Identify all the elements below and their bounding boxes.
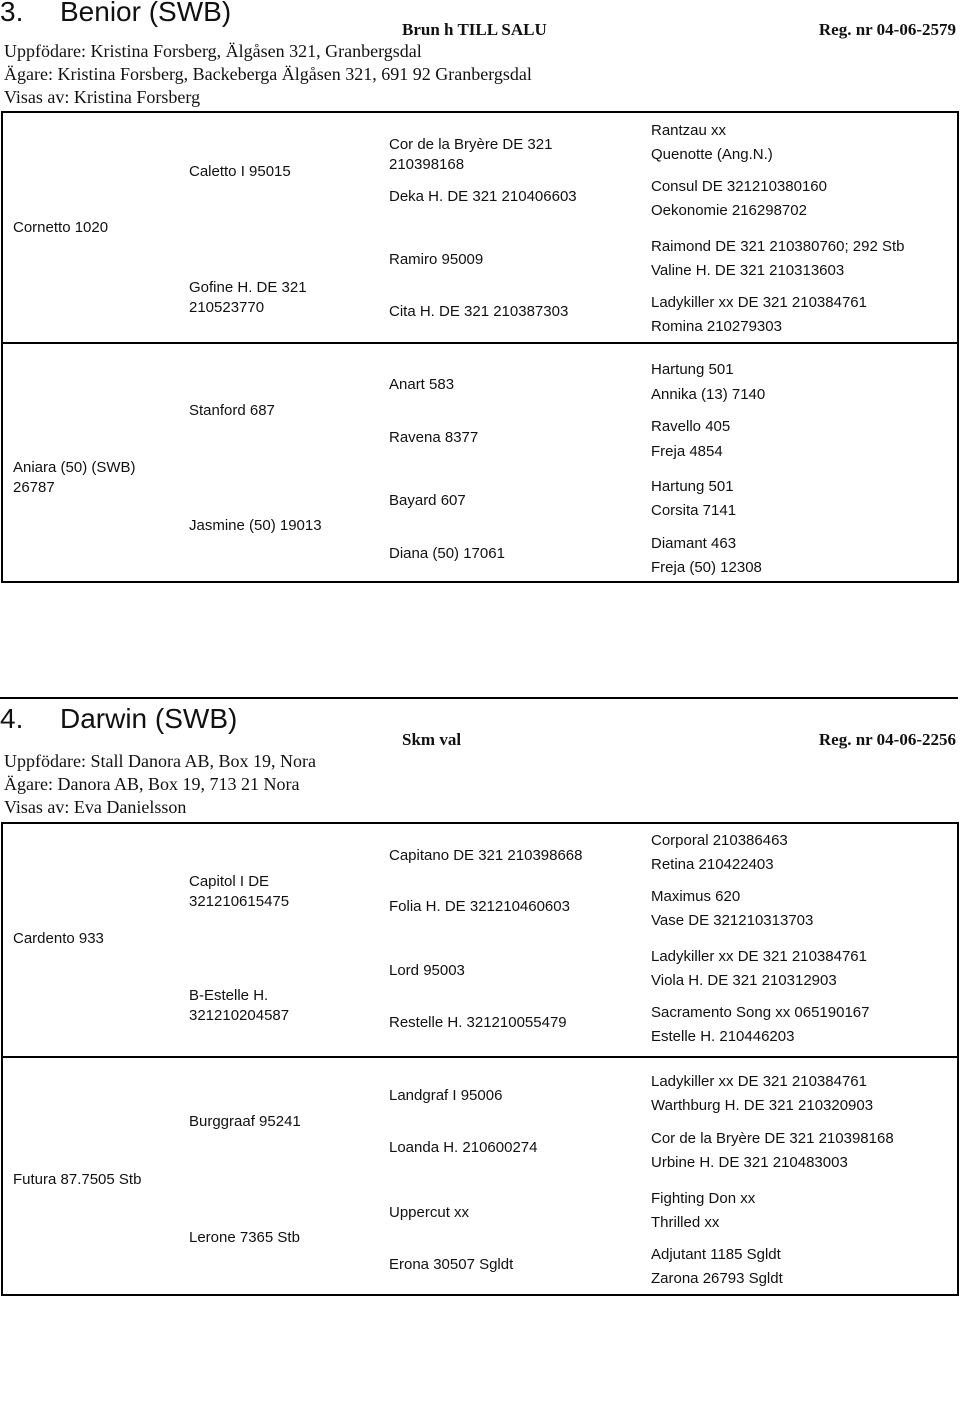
sire-dam: Gofine H. DE 321 210523770	[189, 279, 307, 316]
dam-name: Aniara (50) (SWB) 26787	[13, 459, 136, 496]
owner: Ägare: Kristina Forsberg, Backeberga Älgåsen 321, 691 92 Granbergsdal	[4, 64, 532, 84]
dddd: Zarona 26793 Sgldt	[651, 1270, 783, 1287]
dam	[13, 458, 163, 498]
dsd: Loanda H. 210600274	[389, 1139, 538, 1156]
ddsd: Corsita 7141	[651, 502, 737, 519]
sdsd: Valine H. DE 321 210313603	[651, 262, 845, 279]
dsss: Hartung 501	[651, 361, 734, 378]
ddss: Fighting Don xx	[651, 1190, 756, 1207]
dss: Landgraf I 95006	[389, 1087, 503, 1104]
sdds: Ladykiller xx DE 321 210384761	[651, 294, 867, 311]
dssd: Annika (13) 7140	[651, 386, 766, 403]
sire: Cornetto 1020	[13, 219, 109, 236]
dsds: Ravello 405	[651, 418, 731, 435]
class-label: Brun h TILL SALU	[402, 20, 547, 39]
sdss: Ladykiller xx DE 321 210384761	[651, 948, 867, 965]
dsss: Ladykiller xx DE 321 210384761	[651, 1073, 867, 1090]
sdd: Cita H. DE 321 210387303	[389, 303, 569, 320]
sds: Lord 95003	[389, 962, 465, 979]
dssd: Warthburg H. DE 321 210320903	[651, 1097, 874, 1114]
ddds: Adjutant 1185 Sgldt	[651, 1246, 781, 1263]
shown-by: Visas av: Kristina Forsberg	[4, 87, 201, 107]
sire: Cardento 933	[13, 930, 104, 947]
entry-number: 4.	[0, 703, 24, 734]
class-label: Skm val	[402, 730, 462, 749]
dam-sire: Stanford 687	[189, 402, 275, 419]
ssd: Folia H. DE 321210460603	[389, 898, 570, 915]
sddd: Estelle H. 210446203	[651, 1028, 795, 1045]
reg-number: Reg. nr 04-06-2579	[818, 20, 956, 39]
dddd: Freja (50) 12308	[651, 559, 762, 576]
sssd: Quenotte (Ang.N.)	[651, 146, 773, 163]
owner: Ägare: Danora AB, Box 19, 713 21 Nora	[4, 774, 300, 794]
ssdd: Oekonomie 216298702	[651, 202, 807, 219]
ddd: Erona 30507 Sgldt	[389, 1256, 514, 1273]
horse-name: Benior (SWB)	[60, 0, 232, 27]
ssdd: Vase DE 321210313703	[651, 912, 814, 929]
ddd: Diana (50) 17061	[389, 545, 505, 562]
dsds: Cor de la Bryère DE 321 210398168	[651, 1130, 894, 1147]
pedigree-table	[1, 822, 959, 1296]
sdsd: Viola H. DE 321 210312903	[651, 972, 837, 989]
dam-sire: Burggraaf 95241	[189, 1113, 301, 1130]
dam-dam: Jasmine (50) 19013	[189, 517, 322, 534]
sss: Cor de la Bryère DE 321 210398168	[389, 136, 553, 173]
dsd: Ravena 8377	[389, 429, 479, 446]
dds: Bayard 607	[389, 492, 466, 509]
ddds: Diamant 463	[651, 535, 737, 552]
dsdd: Freja 4854	[651, 443, 723, 460]
sssd: Retina 210422403	[651, 856, 774, 873]
dsdd: Urbine H. DE 321 210483003	[651, 1154, 848, 1171]
ssd: Deka H. DE 321 210406603	[389, 188, 577, 205]
sire-dam: B-Estelle H. 321210204587	[189, 987, 290, 1024]
dam-dam: Lerone 7365 Stb	[189, 1229, 300, 1246]
reg-number: Reg. nr 04-06-2256	[818, 730, 956, 749]
shown-by: Visas av: Eva Danielsson	[4, 797, 187, 817]
dam: Futura 87.7505 Stb	[13, 1171, 142, 1188]
sdss: Raimond DE 321 210380760; 292 Stb	[651, 238, 905, 255]
ssds: Maximus 620	[651, 888, 741, 905]
sddd: Romina 210279303	[651, 318, 782, 335]
dss: Anart 583	[389, 376, 455, 393]
entry-number: 3.	[0, 0, 24, 27]
sire-sire: Caletto I 95015	[189, 163, 291, 180]
pedigree-divider	[3, 342, 957, 344]
breeder: Uppfödare: Stall Danora AB, Box 19, Nora	[4, 751, 316, 771]
sss: Capitano DE 321 210398668	[389, 847, 583, 864]
sdd: Restelle H. 321210055479	[389, 1014, 567, 1031]
ddss: Hartung 501	[651, 478, 734, 495]
dds: Uppercut xx	[389, 1204, 470, 1221]
sds: Ramiro 95009	[389, 251, 484, 268]
ssss: Rantzau xx	[651, 122, 727, 139]
pedigree-table	[1, 111, 959, 583]
sdds: Sacramento Song xx 065190167	[651, 1004, 870, 1021]
ddsd: Thrilled xx	[651, 1214, 720, 1231]
ssds: Consul DE 321210380160	[651, 178, 827, 195]
sire-sire: Capitol I DE 321210615475	[189, 873, 290, 910]
ssss: Corporal 210386463	[651, 832, 788, 849]
pedigree-divider	[3, 1056, 957, 1058]
horse-name: Darwin (SWB)	[60, 703, 238, 734]
breeder: Uppfödare: Kristina Forsberg, Älgåsen 321, Granbergsdal	[4, 41, 422, 61]
entry-separator	[0, 697, 958, 699]
